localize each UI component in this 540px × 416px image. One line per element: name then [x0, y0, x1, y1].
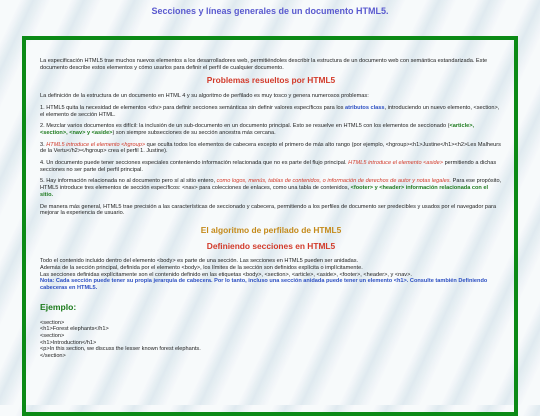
problem-3: [40, 142, 502, 155]
defining-line-3: Las secciones definidas explícitamente son el contenido definido en las etiquetas <body>, <section>, <article>, <aside>, <footer>, <header>, y <nav>.: [40, 271, 412, 278]
defining-line-1: Todo el contenido incluido dentro del elemento <body> es parte de una sección. Las secciones en HTML5 pueden ser anidadas.: [40, 258, 359, 265]
code-line: <section>: [40, 319, 65, 326]
problem-5-highlight-d: <footer> y <header> información relacionada con el sitio.: [40, 185, 489, 198]
problem-3-text-c: que oculta todos los elementos de cabecera excepto el primero de más alto rango (por ejemplo, <hgroup><h1>Justine</h1><h2>Les Malheurs de la Vertu</h2></hgroup> crea el perfil 1. Justine).: [40, 141, 501, 155]
page-title: Secciones y líneas generales de un documento HTML5.: [151, 6, 389, 16]
problem-2-text-a: 2. Mezclar varios documentos es difícil: la inclusión de un sub-documento en un documento principal. Esto se resuelve en HTML5 con los elementos de seccionado (: [40, 123, 450, 130]
intro-paragraph: La especificación HTML5 trae muchos nuevos elementos a los desarrolladores web, permitiéndoles describir la estructura de un documento web con semántica estandarizada. Este documento describe estos elementos y cómo usarlos para definir el perfil de cualquier documento.: [40, 58, 488, 71]
problem-2-text-c: ) son siempre subsecciones de su sección ancestra más cercana.: [112, 129, 276, 136]
defining-note: Nota: Cada sección puede tener su propia jerarquía de cabecera. Por lo tanto, incluso una sección anidada puede tener un elemento <h1>. Consulte también Definiendo cabeceras en HTML5.: [40, 278, 488, 292]
defining-heading: Definiendo secciones en HTML5: [206, 240, 336, 251]
problem-2-highlight: <article>, <section>, <nav> y <aside>: [40, 123, 475, 136]
code-line: <h1>Forest elephants</h1>: [40, 326, 109, 333]
problem-2: [40, 123, 502, 136]
problem-1-text-a: 1. HTML5 quita la necesidad de elementos <div> para definir secciones semánticas sin definir valores específicos para los: [40, 104, 346, 111]
problem-5-text-a: 5. Hay información relacionada no al documento pero sí al sitio entero,: [40, 178, 217, 185]
code-line: </section>: [40, 353, 66, 360]
problem-4-text-a: 4. Un documento puede tener secciones especiales conteniendo información relacionada que no es parte del flujo principal.: [40, 160, 349, 167]
problems-heading: Problemas resueltos por HTML5: [206, 75, 336, 86]
problems-intro: La definición de la estructura de un documento en HTML 4 y su algoritmo de perfilado es muy tosco y genera numerosos problemas:: [40, 93, 369, 100]
problem-1-text-c: , introduciendo un nuevo elemento, <section>, el elemento de sección HTML.: [40, 104, 500, 118]
algorithm-heading: El algoritmo de perfilado de HTML5: [200, 224, 342, 235]
code-line: <h1>Introduction</h1>: [40, 339, 97, 346]
example-code: [40, 320, 502, 360]
problem-1: [40, 105, 502, 118]
problem-4: [40, 160, 502, 173]
main-content: [40, 58, 502, 360]
problem-4-highlight: HTML5 introduce el elemento <aside>: [348, 160, 444, 167]
problem-3-text-a: 3.: [40, 141, 47, 148]
code-line: <p>In this section, we discuss the lesser known forest elephants.: [40, 346, 201, 353]
problem-4-text-c: permitiendo a dichas secciones no ser parte del perfil principal.: [40, 160, 497, 173]
problem-3-highlight: HTML5 introduce el elemento <hgroup>: [46, 141, 146, 148]
example-heading: Ejemplo:: [40, 301, 77, 312]
problems-summary: De manera más general, HTML5 trae precisión a las características de seccionado y cabecera, permitiendo a los perfiles de documento ser predecibles y usados por el navegador para mejorar la experiencia de usuario.: [40, 203, 497, 217]
problem-5-highlight-a: como logos, menús, tablas de contenidos, o información de derechos de autor y notas legales.: [216, 178, 452, 185]
code-line: <section>: [40, 332, 65, 339]
defining-line-2: Además de la sección principal, definida por el elemento <body>, los límites de la sección son definidos explícita o implícitamente.: [40, 265, 363, 272]
problem-1-highlight: atributos class: [345, 104, 385, 111]
defining-block: [40, 258, 502, 292]
problem-5-text-c: Para ese propósito, HTML5 introduce tres elementos de sección específicos: <nav> para colecciones de enlaces, como una tabla de contenidos,: [40, 178, 502, 192]
problem-5: [40, 178, 502, 198]
